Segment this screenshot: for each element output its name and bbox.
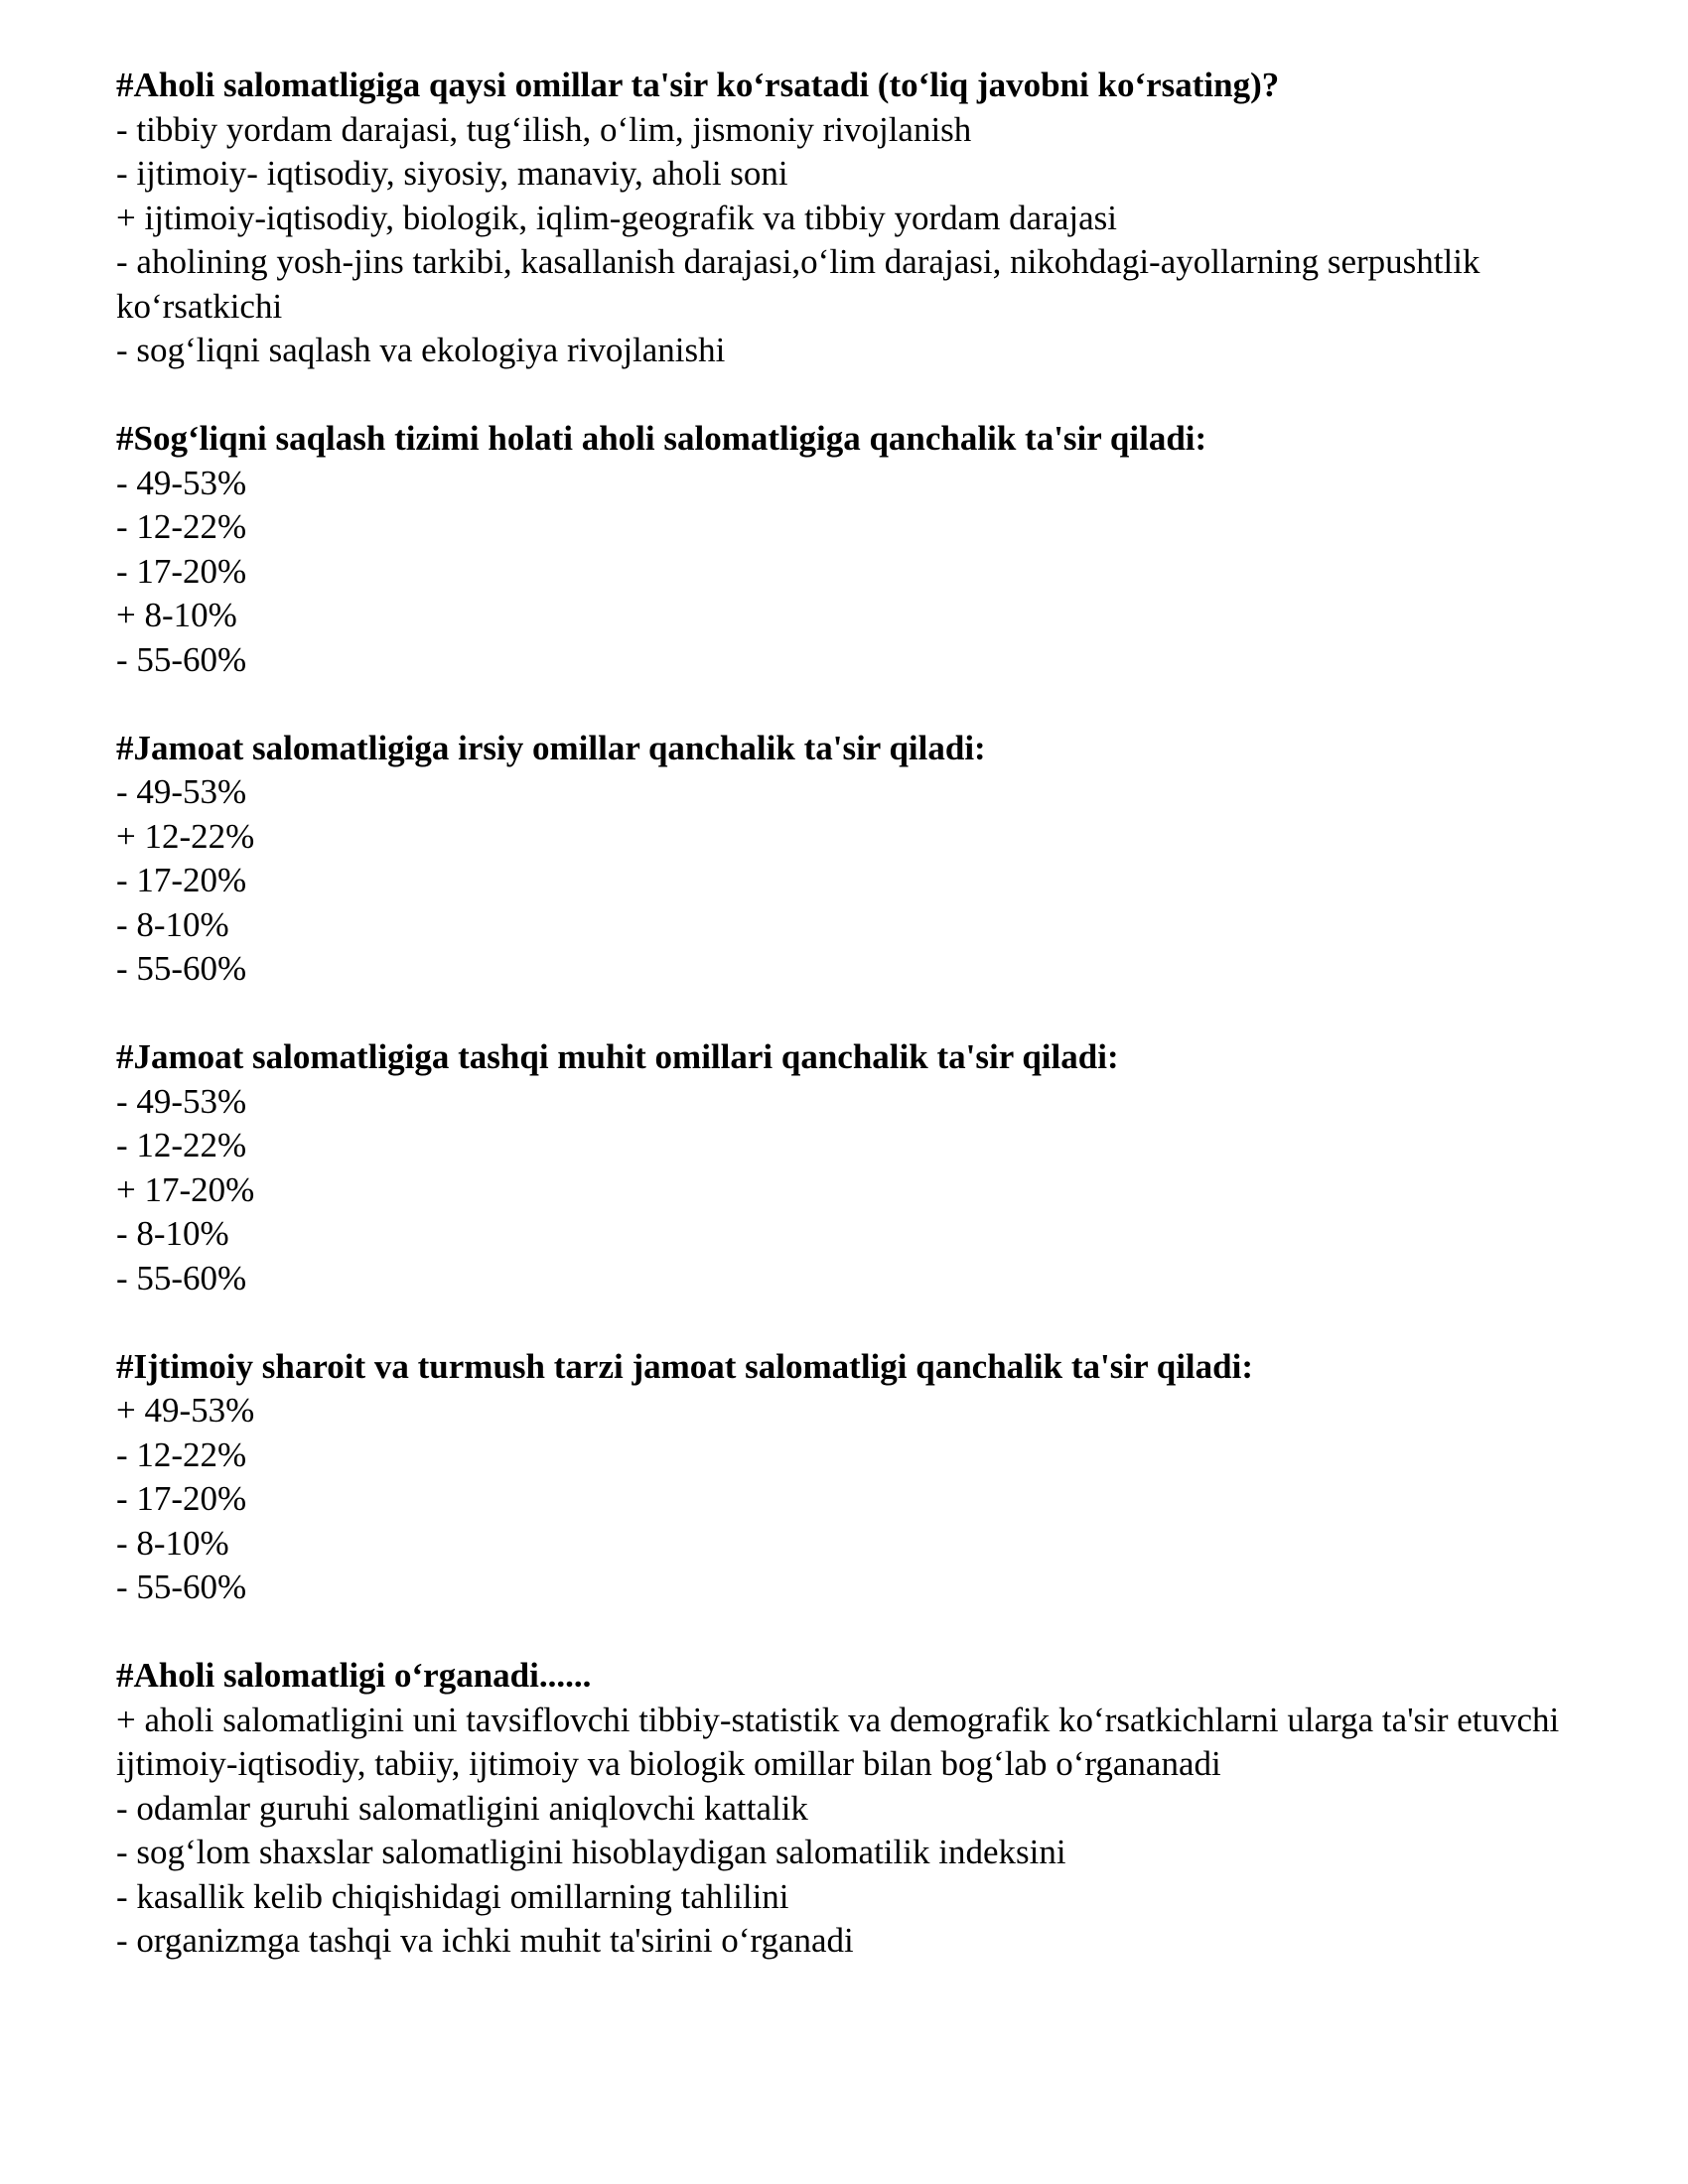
- question-title: #Aholi salomatligi o‘rganadi......: [116, 1656, 592, 1695]
- answer-option: - 12-22%: [116, 1434, 247, 1474]
- answer-option-correct: + 12-22%: [116, 816, 255, 856]
- answer-option: - 55-60%: [116, 1258, 247, 1297]
- answer-option: - sog‘lom shaxslar salomatligini hisoblaydigan salomatilik indeksini: [116, 1833, 1066, 1871]
- answer-option: - 49-53%: [116, 463, 247, 502]
- answer-option: - 12-22%: [116, 1126, 247, 1164]
- answer-option: - kasallik kelib chiqishidagi omillarning tahlilini: [116, 1876, 789, 1916]
- answer-option: - 49-53%: [116, 1081, 247, 1121]
- question-title: #Ijtimoiy sharoit va turmush tarzi jamoat salomatligi qanchalik ta'sir qiladi:: [116, 1346, 1253, 1386]
- answer-option-correct: + 49-53%: [116, 1391, 255, 1430]
- answer-option: - sog‘liqni saqlash va ekologiya rivojlanishi: [116, 331, 726, 369]
- answer-option-correct: + aholi salomatligini uni tavsiflovchi tibbiy-statistik va demografik ko‘rsatkichlarni ularga ta'sir etuvchi ijtimoiy-iqtisodiy, tabiiy, ijtimoiy va biologik omillar bilan bog‘lab o‘rgananadi: [116, 1700, 1560, 1783]
- answer-option: - tibbiy yordam darajasi, tug‘ilish, o‘lim, jismoniy rivojlanish: [116, 109, 972, 149]
- answer-option: - odamlar guruhi salomatligini aniqlovchi kattalik: [116, 1788, 808, 1828]
- question-block: [116, 727, 1635, 992]
- answer-option: - 17-20%: [116, 861, 247, 899]
- answer-option: - 8-10%: [116, 1214, 229, 1253]
- answer-option: - 55-60%: [116, 949, 247, 988]
- answer-option-correct: + 17-20%: [116, 1169, 255, 1209]
- answer-option: - 8-10%: [116, 1523, 229, 1563]
- question-block: [116, 1035, 1635, 1300]
- answer-option-correct: + 8-10%: [116, 596, 237, 634]
- answer-option: - aholining yosh-jins tarkibi, kasallanish darajasi,o‘lim darajasi, nikohdagi-ayollarning serpushtlik ko‘rsatkichi: [116, 242, 1480, 326]
- answer-option-correct: + ijtimoiy-iqtisodiy, biologik, iqlim-geografik va tibbiy yordam darajasi: [116, 198, 1118, 237]
- question-title: #Jamoat salomatligiga irsiy omillar qanchalik ta'sir qiladi:: [116, 728, 986, 767]
- answer-option: - organizmga tashqi va ichki muhit ta'sirini o‘rganadi: [116, 1921, 854, 1960]
- question-block: [116, 417, 1635, 682]
- answer-option: - ijtimoiy- iqtisodiy, siyosiy, manaviy, aholi soni: [116, 154, 788, 193]
- question-block: [116, 64, 1635, 373]
- answer-option: - 8-10%: [116, 904, 229, 944]
- answer-option: - 55-60%: [116, 639, 247, 679]
- question-block: [116, 1654, 1635, 1964]
- answer-option: - 55-60%: [116, 1568, 247, 1606]
- document-page: [116, 64, 1635, 2007]
- question-title: #Aholi salomatligiga qaysi omillar ta'sir ko‘rsatadi (to‘liq javobni ko‘rsating)?: [116, 66, 1280, 104]
- answer-option: - 49-53%: [116, 772, 247, 811]
- answer-option: - 12-22%: [116, 507, 247, 546]
- question-title: #Sog‘liqni saqlash tizimi holati aholi salomatligiga qanchalik ta'sir qiladi:: [116, 419, 1207, 458]
- answer-option: - 17-20%: [116, 551, 247, 591]
- question-title: #Jamoat salomatligiga tashqi muhit omillari qanchalik ta'sir qiladi:: [116, 1037, 1119, 1076]
- question-block: [116, 1345, 1635, 1610]
- answer-option: - 17-20%: [116, 1479, 247, 1518]
